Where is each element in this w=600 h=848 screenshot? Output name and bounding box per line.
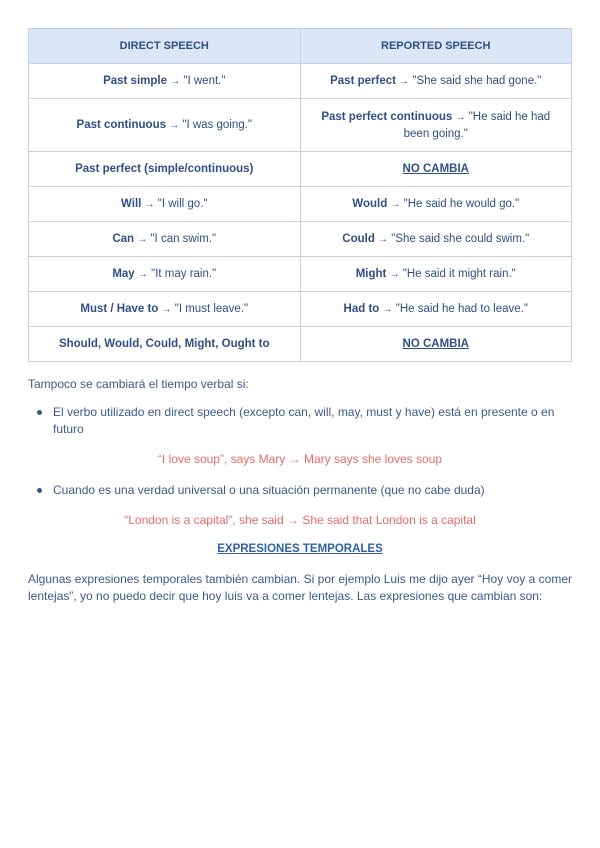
reported-cell: Might → "He said it might rain." [300, 257, 572, 292]
arrow-icon: → [455, 111, 466, 123]
direct-cell: Past simple → "I went." [29, 64, 301, 99]
direct-cell: Past perfect (simple/continuous) [29, 152, 301, 187]
section-heading-expresiones-temporales: EXPRESIONES TEMPORALES [217, 543, 383, 555]
reported-cell [300, 152, 572, 187]
bullet-dot-icon [37, 488, 42, 493]
arrow-icon: → [144, 198, 155, 210]
table-header-row [29, 29, 572, 64]
table-row [29, 257, 572, 292]
no-cambia-label: NO CAMBIA [402, 338, 469, 350]
bullet-item-universal-truth: Cuando es una verdad universal o una situación permanente (que no cabe duda) [53, 483, 485, 497]
paragraph-expresiones: Algunas expresiones temporales también cambian. Si por ejemplo Luis me dijo ayer “Hoy voy a comer lentejas”, yo no puedo decir que hoy luis va a comer lentejas. Las expresiones que cambian son: [28, 572, 572, 603]
table-row [29, 222, 572, 257]
reported-cell: Would → "He said he would go." [300, 187, 572, 222]
example-love-soup: “I love soup”, says Mary → Mary says she loves soup [157, 452, 443, 466]
table-row [29, 64, 572, 99]
no-cambia-label: NO CAMBIA [402, 163, 469, 175]
intro-text: Tampoco se cambiará el tiempo verbal si: [28, 377, 249, 391]
table-row [29, 152, 572, 187]
direct-cell: Will → "I will go." [29, 187, 301, 222]
reported-cell: Had to → "He said he had to leave." [300, 292, 572, 327]
arrow-icon: → [137, 268, 148, 280]
reported-cell [300, 327, 572, 362]
table-row [29, 327, 572, 362]
arrow-icon: → [161, 303, 172, 315]
header-direct-speech: DIRECT SPEECH [29, 29, 301, 64]
table-row [29, 99, 572, 152]
example-london-capital: “London is a capital”, she said → She said that London is a capital [124, 513, 476, 527]
bullet-item-present-future: El verbo utilizado en direct speech (excepto can, will, may, must y have) está en presente o en futuro [53, 405, 555, 436]
arrow-icon: → [389, 268, 400, 280]
speech-table [28, 28, 572, 362]
direct-cell: Can → "I can swim." [29, 222, 301, 257]
reported-cell: Past perfect → "She said she had gone." [300, 64, 572, 99]
direct-cell: Past continuous → "I was going." [29, 99, 301, 152]
arrow-icon: → [378, 233, 389, 245]
arrow-icon: → [137, 233, 148, 245]
header-reported-speech: REPORTED SPEECH [300, 29, 572, 64]
direct-cell: Must / Have to → "I must leave." [29, 292, 301, 327]
arrow-icon: → [170, 75, 181, 87]
reported-cell: Could → "She said she could swim." [300, 222, 572, 257]
bullet-dot-icon [37, 410, 42, 415]
arrow-icon: → [382, 303, 393, 315]
direct-cell: Should, Would, Could, Might, Ought to [29, 327, 301, 362]
table-row [29, 187, 572, 222]
arrow-icon: → [399, 75, 410, 87]
arrow-icon: → [390, 198, 401, 210]
arrow-icon: → [169, 119, 180, 131]
table-row [29, 292, 572, 327]
direct-cell: May → "It may rain." [29, 257, 301, 292]
reported-cell: Past perfect continuous → "He said he had been going." [300, 99, 572, 152]
